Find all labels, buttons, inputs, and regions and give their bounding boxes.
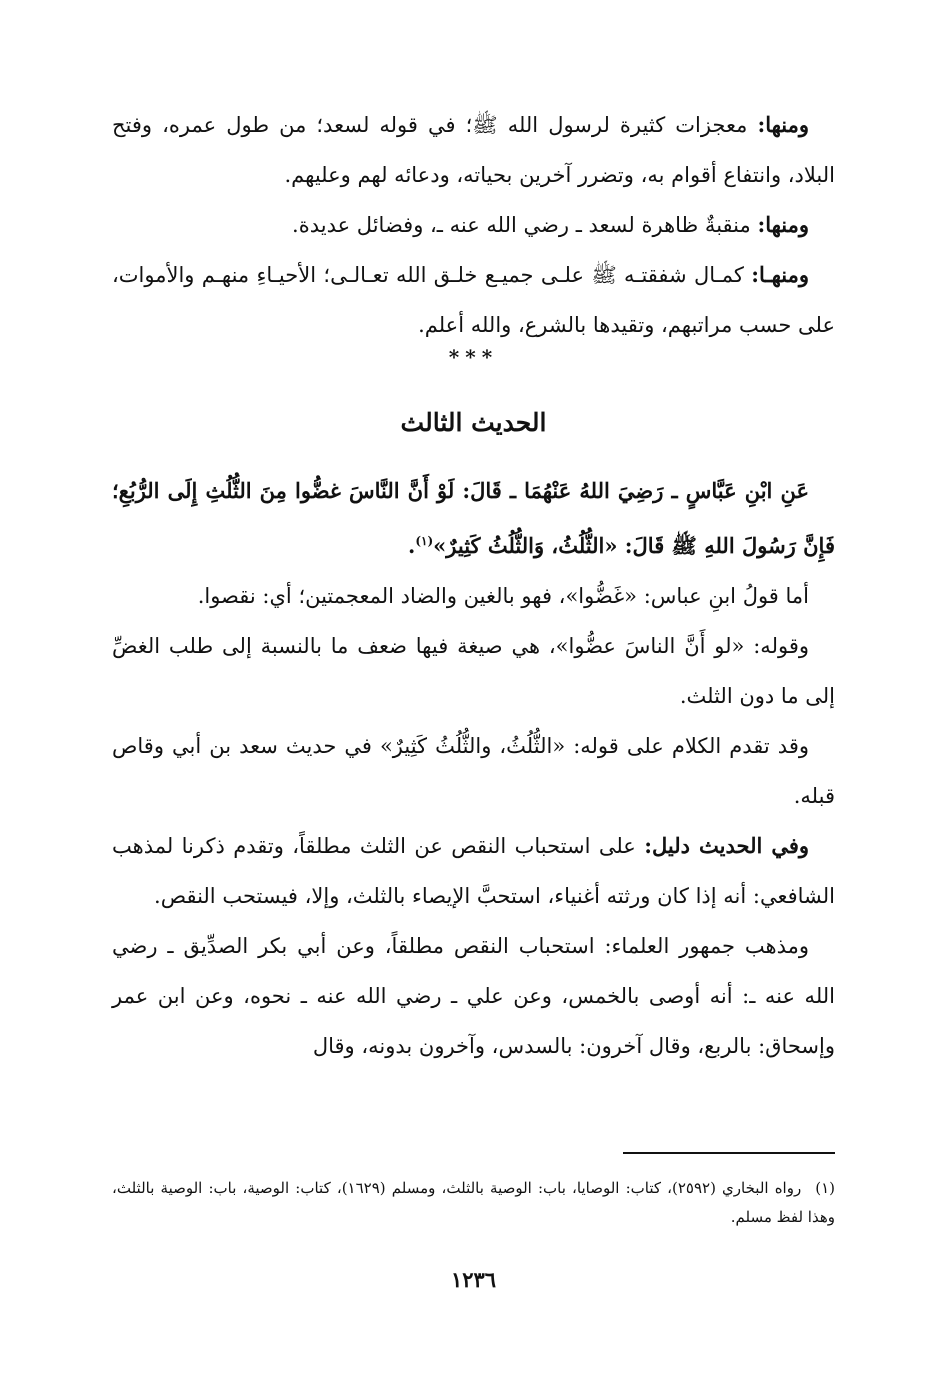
paragraph-explanation-1: أما قولُ ابنِ عباس: «غَضُّوا»، فهو بالغين والضاد المعجمتين؛ أي: نقصوا. <box>197 584 809 608</box>
paragraph-virtue <box>112 200 835 250</box>
hadith-body: عَنِ ابْنِ عَبَّاسٍ ـ رَضِيَ اللهُ عَنْهُمَا ـ قَالَ: لَوْ أَنَّ النَّاسَ غضُّوا مِنَ الثُّلُثِ إِلَى الرُّبُعِ؛ فَإِنَّ رَسُولَ اللهِ ﷺ قَالَ: «الثُّلُثُ، وَالثُّلُثُ كَثِيرٌ» <box>112 478 835 558</box>
section-heading: الحديث الثالث <box>400 408 547 437</box>
hadith-section <box>112 466 835 1071</box>
paragraph-lead: ومنهـا: <box>751 262 809 287</box>
paragraph-evidence <box>112 821 835 921</box>
footnote-divider <box>623 1152 835 1154</box>
paragraph-majority: ومذهب جمهور العلماء: استحباب النقص مطلقاً، وعن أبي بكر الصدِّيق ـ رضي الله عنه ـ: أنه أوصى بالخمس، وعن علي ـ رضي الله عنه ـ نحوه، وعن ابن عمر وإسحاق: بالربع، وقال آخرون: بالسدس، وآخرون بدونه، وقال <box>112 934 835 1058</box>
hadith-text <box>112 466 835 571</box>
footnote-ref: (١) <box>415 534 434 548</box>
paragraph-lead: ومنها: <box>757 212 809 237</box>
footnote-text: رواه البخاري (٢٥٩٢)، كتاب: الوصايا، باب: الوصية بالثلث، ومسلم (١٦٢٩)، كتاب: الوصية، باب: الوصية بالثلث، وهذا لفظ مسلم. <box>112 1179 835 1226</box>
paragraph-explanation-3: وقد تقدم الكلام على قوله: «الثُّلُثُ، والثُّلُثُ كَثِيرٌ» في حديث سعد بن أبي وقاص قبله. <box>112 734 835 808</box>
hadith-end: . <box>408 533 416 558</box>
paragraph-lead: وفي الحديث دليل: <box>644 833 810 858</box>
page-number: ١٢٣٦ <box>450 1267 497 1292</box>
paragraph-text: منقبةٌ ظاهرة لسعد ـ رضي الله عنه ـ، وفضائل عديدة. <box>292 213 751 237</box>
paragraph-explanation-2: وقوله: «لو أَنَّ الناسَ عضُّوا»، هي صيغة فيها ضعف ما بالنسبة إلى طلب الغضِّ إلى ما دون الثلث. <box>112 634 835 708</box>
upper-text <box>112 100 835 350</box>
paragraph-lead: ومنها: <box>757 112 809 137</box>
footnote <box>112 1174 835 1232</box>
section-separator: *** <box>448 345 499 369</box>
paragraph-compassion <box>112 250 835 350</box>
paragraph-text: على استحباب النقص عن الثلث مطلقاً، وتقدم ذكرنا لمذهب الشافعي: أنه إذا كان ورثته أغنياء، استحبَّ الإيصاء بالثلث، وإلا، فيستحب النقص. <box>112 834 835 908</box>
paragraph-text: معجزات كثيرة لرسول الله ﷺ؛ في قوله لسعد؛ من طول عمره، وفتح البلاد، وانتفاع أقوام به، وتضرر آخرين بحياته، ودعائه لهم وعليهم. <box>112 113 835 187</box>
paragraph-text: كمـال شفقتـه ﷺ علـى جميـع خلـق الله تعـالـى؛ الأحيـاءِ منهـم والأموات، على حسب مراتبهم، وتقيدها بالشرع، والله أعلم. <box>112 263 835 337</box>
footnote-number: (١) <box>815 1179 835 1197</box>
paragraph-miracles <box>112 100 835 200</box>
